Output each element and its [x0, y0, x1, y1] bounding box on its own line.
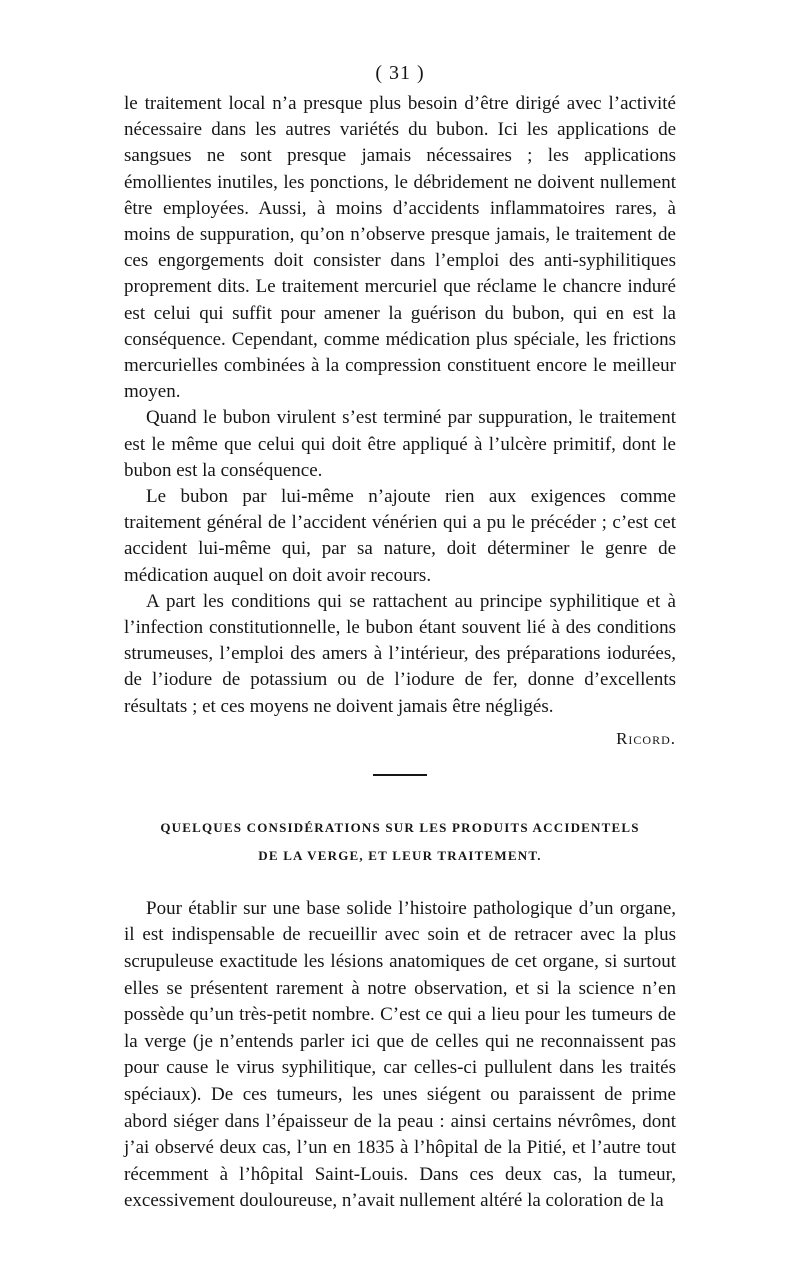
paragraph: le traitement local n’a presque plus besoin d’être dirigé avec l’activité nécessaire dans les autres variétés du bubon. Ici les applications de sangsues ne sont presque jamais nécessaires ; les applications émollientes inutiles, les ponctions, le débridement ne doivent nullement être employées. Aussi, à moins d’accidents inflammatoires rares, à moins de suppuration, qu’on n’observe presque jamais, le traitement de ces engorgements doit consister dans l’emploi des anti-syphilitiques proprement dits. Le traitement mercuriel que réclame le chancre induré est celui qui suffit pour amener la guérison du bubon, qui en est la conséquence. Cependant, comme médication plus spéciale, les frictions mercurielles combinées à la compression constituent encore le meilleur moyen.	[124, 93, 676, 403]
paragraph: Quand le bubon virulent s’est terminé par suppuration, le traitement est le même que celui qui doit être appliqué à l’ulcère primitif, dont le bubon est la conséquence.	[124, 407, 676, 481]
paragraph: Pour établir sur une base solide l’histoire pathologique d’un organe, il est indispensable de recueillir avec soin et de retracer avec la plus scrupuleuse exactitude les lésions anatomiques de cet organe, si surtout elles se présentent rarement à notre observation, et si la science n’en possède qu’un très-petit nombre. C’est ce qui a lieu pour les tumeurs de la verge (je n’entends parler ici que de celles qui ne reconnaissent pas pour cause le virus syphilitique, car celles-ci pullulent dans les traités spéciaux). De ces tumeurs, les unes siégent ou paraissent de prime abord siéger dans l’épaisseur de la peau : ainsi certains névrômes, dont j’ai observé deux cas, l’un en 1835 à l’hôpital de la Pitié, et l’autre tout récemment à l’hôpital Saint-Louis. Dans ces deux cas, la tumeur, excessivement douloureuse, n’avait nullement altéré la coloration de la	[124, 897, 676, 1212]
author-signature: Ricord.	[616, 728, 676, 748]
paragraph: A part les conditions qui se rattachent au principe syphilitique et à l’infection constitutionnelle, le bubon étant souvent lié à des conditions strumeuses, l’emploi des amers à l’intérieur, des préparations iodurées, de l’iodure de potassium ou de l’iodure de fer, donne d’excellents résultats ; et ces moyens ne doivent jamais être négligés.	[124, 590, 676, 717]
paragraph: Le bubon par lui-même n’ajoute rien aux exigences comme traitement général de l’accident vénérien qui a pu le précéder ; c’est cet accident lui-même qui, par sa nature, doit déterminer le genre de médication auquel on doit avoir recours.	[124, 486, 676, 586]
section-title-line-1: QUELQUES CONSIDÉRATIONS SUR LES PRODUITS ACCIDENTELS	[160, 819, 640, 835]
section-divider	[373, 774, 427, 776]
page-number: ( 31 )	[375, 62, 425, 84]
article-verge-tumeurs	[124, 896, 676, 1215]
section-title	[124, 814, 676, 870]
document-page	[124, 62, 676, 1215]
section-title-line-2: DE LA VERGE, ET LEUR TRAITEMENT.	[258, 847, 542, 863]
article-ricord-bubon	[124, 91, 676, 752]
